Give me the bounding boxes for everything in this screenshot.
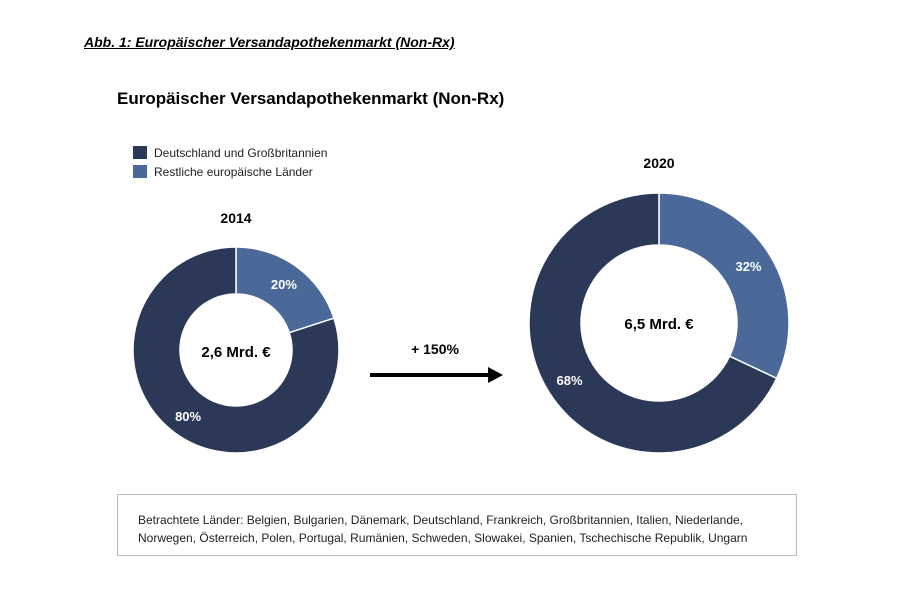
donut-2014-center-label: 2,6 Mrd. € bbox=[201, 344, 271, 361]
donut-2020-title: 2020 bbox=[643, 155, 675, 171]
countries-note-line-1: Betrachtete Länder: Belgien, Bulgarien, Dänemark, Deutschland, Frankreich, Großbritannien, Italien, Niederlande, bbox=[138, 513, 743, 527]
donut-2014-title: 2014 bbox=[220, 210, 252, 226]
donut-2020-center-label: 6,5 Mrd. € bbox=[624, 316, 694, 333]
countries-note-line-2: Norwegen, Österreich, Polen, Portugal, Rumänien, Schweden, Slowakei, Spanien, Tschechische Republik, Ungarn bbox=[138, 531, 748, 545]
donut-2020-label-0: 32% bbox=[735, 259, 762, 275]
donut-2014-label-1: 80% bbox=[175, 408, 202, 424]
figure-caption: Abb. 1: Europäischer Versandapothekenmarkt (Non-Rx) bbox=[84, 34, 455, 50]
growth-arrow-head bbox=[488, 367, 503, 383]
legend-label-de-gb: Deutschland und Großbritannien bbox=[154, 145, 328, 160]
chart-title: Europäischer Versandapothekenmarkt (Non-Rx) bbox=[117, 89, 505, 108]
donut-2020-label-1: 68% bbox=[556, 372, 583, 388]
donut-2014-label-0: 20% bbox=[270, 277, 297, 293]
growth-label: + 150% bbox=[411, 341, 459, 357]
legend-label-rest: Restliche europäische Länder bbox=[154, 164, 313, 179]
countries-note bbox=[117, 494, 797, 556]
donut-2020-slice-0 bbox=[659, 193, 789, 378]
